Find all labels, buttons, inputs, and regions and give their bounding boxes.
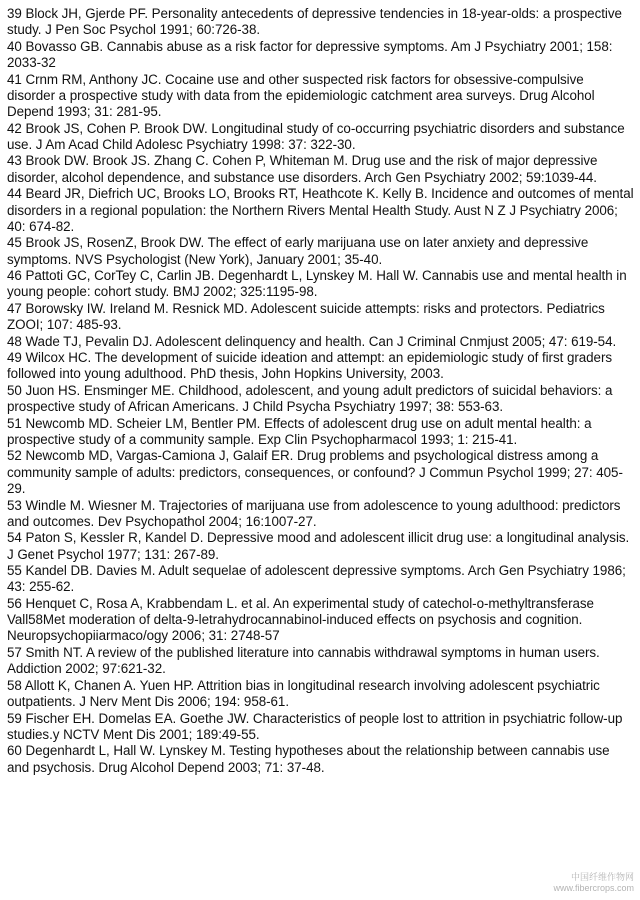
- reference-56: 56 Henquet C, Rosa A, Krabbendam L. et al. An experimental study of catechol-o-methyltransferase Vall58Met moderation of delta-9-letrahydrocannabinol-induced effects on psychosis and cognition. Neuropsychopiiarmaco/ogy 2006; 31: 2748-57: [7, 595, 594, 644]
- reference-52: 52 Newcomb MD, Vargas-Camiona J, Galaif ER. Drug problems and psychological distress among a community sample of adults: predictors, consequences, or confound? J Commun Psychol 1999; 27: 405-29.: [7, 448, 623, 497]
- reference-47: 47 Borowsky IW. Ireland M. Resnick MD. Adolescent suicide attempts: risks and protectors. Pediatrics ZOOI; 107: 485-93.: [7, 300, 605, 333]
- reference-44: 44 Beard JR, Diefrich UC, Brooks LO, Brooks RT, Heathcote K. Kelly B. Incidence and outcomes of mental disorders in a regional population: the Northern Rivers Mental Health Study. Aust N Z J Psychiatry 2006; 40: 674-82.: [7, 186, 634, 234]
- reference-57: 57 Smith NT. A review of the published literature into cannabis withdrawal symptoms in human users. Addiction 2002; 97:621-32.: [7, 644, 600, 677]
- reference-45: 45 Brook JS, RosenZ, Brook DW. The effect of early marijuana use on later anxiety and depressive symptoms. NVS Psychologist (New York), January 2001; 35-40.: [7, 235, 589, 267]
- watermark-site-url: www.fibercrops.com: [553, 883, 634, 893]
- reference-55: 55 Kandel DB. Davies M. Adult sequelae of adolescent depressive symptoms. Arch Gen Psychiatry 1986; 43: 255-62.: [7, 563, 626, 595]
- reference-43: 43 Brook DW. Brook JS. Zhang C. Cohen P, Whiteman M. Drug use and the risk of major depressive disorder, alcohol dependence, and substance use disorders. Arch Gen Psychiatry 2002; 59:1039-44.: [7, 153, 598, 185]
- reference-54: 54 Paton S, Kessler R, Kandel D. Depressive mood and adolescent illicit drug use: a longitudinal analysis. J Genet Psychol 1977; 131: 267-89.: [7, 530, 630, 562]
- site-watermark: [553, 872, 634, 894]
- reference-53: 53 Windle M. Wiesner M. Trajectories of marijuana use from adolescence to young adulthood: predictors and outcomes. Dev Psychopathol 2004; 16:1007-27.: [7, 497, 621, 529]
- watermark-site-name: 中国纤维作物网: [570, 872, 634, 882]
- reference-40: 40 Bovasso GB. Cannabis abuse as a risk factor for depressive symptoms. Am J Psychiatry 2001; 158: 2033-32: [7, 38, 613, 71]
- reference-41: 41 Crnm RM, Anthony JC. Cocaine use and other suspected risk factors for obsessive-compulsive disorder a prospective study with data from the epidemiologic catchment area surveys. Drug Alcohol Depend 1993; 31: 281-95.: [7, 71, 595, 120]
- reference-60: 60 Degenhardt L, Hall W. Lynskey M. Testing hypotheses about the relationship between cannabis use and psychosis. Drug Alcohol Depend 2003; 71: 37-48.: [7, 743, 610, 775]
- reference-42: 42 Brook JS, Cohen P. Brook DW. Longitudinal study of co-occurring psychiatric disorders and substance use. J Am Acad Child Adolesc Psychiatry 1998: 37: 322-30.: [7, 120, 625, 152]
- reference-46: 46 Pattoti GC, CorTey C, Carlin JB. Degenhardt L, Lynskey M. Hall W. Cannabis use and mental health in young people: cohort study. BMJ 2002; 325:1195-98.: [7, 268, 627, 300]
- reference-50: 50 Juon HS. Ensminger ME. Childhood, adolescent, and young adult predictors of suicidal behaviors: a prospective study of African Americans. J Child Psycha Psychiatry 1997; 38: 553-63.: [7, 382, 613, 415]
- reference-39: 39 Block JH, Gjerde PF. Personality antecedents of depressive tendencies in 18-year-olds: a prospective study. J Pen Soc Psychol 1991; 60:726-38.: [7, 6, 622, 38]
- reference-49: 49 Wilcox HC. The development of suicide ideation and attempt: an epidemiologic study of first graders followed into young adulthood. PhD thesis, John Hopkins University, 2003.: [7, 350, 612, 382]
- reference-59: 59 Fischer EH. Domelas EA. Goethe JW. Characteristics of people lost to attrition in psychiatric follow-up studies.y NCTV Ment Dis 2001; 189:49-55.: [7, 710, 623, 742]
- reference-48: 48 Wade TJ, Pevalin DJ. Adolescent delinquency and health. Can J Criminal Cnmjust 2005; 47: 619-54.: [7, 333, 617, 349]
- reference-list: [7, 6, 634, 776]
- reference-51: 51 Newcomb MD. Scheier LM, Bentler PM. Effects of adolescent drug use on adult mental health: a prospective study of a community sample. Exp Clin Psychopharmacol 1993; 1: 215-41.: [7, 415, 592, 447]
- reference-58: 58 Allott K, Chanen A. Yuen HP. Attrition bias in longitudinal research involving adolescent psychiatric outpatients. J Nerv Ment Dis 2006; 194: 958-61.: [7, 677, 600, 710]
